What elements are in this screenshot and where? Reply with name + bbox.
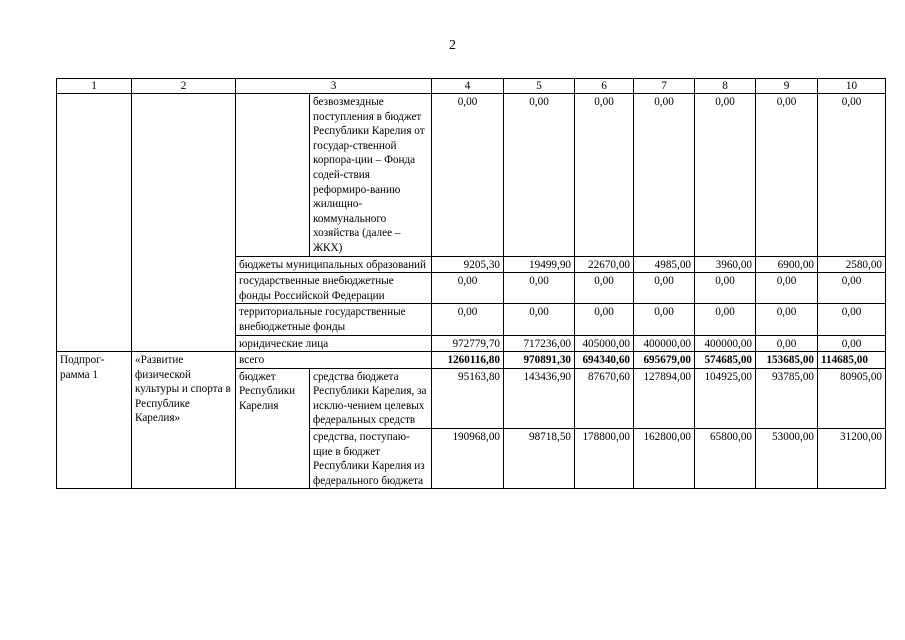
source-label: бюджеты муниципальных образований [236, 256, 432, 273]
value-cell: 0,00 [818, 304, 886, 335]
value-cell: 127894,00 [634, 368, 695, 428]
empty-cell [132, 94, 236, 352]
value-cell: 190968,00 [432, 429, 504, 489]
value-cell: 0,00 [756, 94, 818, 257]
value-cell: 6900,00 [756, 256, 818, 273]
value-cell: 0,00 [634, 94, 695, 257]
value-cell: 0,00 [634, 273, 695, 304]
value-cell: 95163,80 [432, 368, 504, 428]
value-cell: 0,00 [818, 94, 886, 257]
table-row [57, 94, 886, 257]
empty-cell [236, 94, 310, 257]
value-cell: 9205,30 [432, 256, 504, 273]
value-cell: 0,00 [575, 273, 634, 304]
header-cell: 1 [57, 79, 132, 94]
value-cell: 0,00 [756, 273, 818, 304]
page-number: 2 [449, 38, 456, 53]
value-cell: 0,00 [575, 304, 634, 335]
value-cell: 93785,00 [756, 368, 818, 428]
value-cell: 0,00 [504, 94, 575, 257]
value-cell: 717236,00 [504, 335, 575, 352]
header-cell: 8 [695, 79, 756, 94]
header-cell: 9 [756, 79, 818, 94]
header-cell: 5 [504, 79, 575, 94]
source-label: территориальные государственные внебюджетные фонды [236, 304, 432, 335]
source-label: средства бюджета Республики Карелия, за исклю-чением целевых федеральных средств [310, 368, 432, 428]
table-row [57, 352, 886, 369]
value-cell: 400000,00 [634, 335, 695, 352]
value-cell: 0,00 [756, 304, 818, 335]
value-cell: 114685,00 [818, 352, 886, 369]
value-cell: 104925,00 [695, 368, 756, 428]
value-cell: 53000,00 [756, 429, 818, 489]
value-cell: 3960,00 [695, 256, 756, 273]
value-cell: 400000,00 [695, 335, 756, 352]
value-cell: 80905,00 [818, 368, 886, 428]
budget-group-label: бюджет Республики Карелия [236, 368, 310, 489]
table-header-row [57, 79, 886, 94]
value-cell: 143436,90 [504, 368, 575, 428]
value-cell: 574685,00 [695, 352, 756, 369]
value-cell: 0,00 [695, 304, 756, 335]
value-cell: 0,00 [575, 94, 634, 257]
source-label: юридические лица [236, 335, 432, 352]
value-cell: 1260116,80 [432, 352, 504, 369]
value-cell: 0,00 [432, 94, 504, 257]
source-label: безвозмездные поступления в бюджет Республики Карелия от государ-ственной корпора-ции – Фонда содей-ствия реформиро-ванию жилищно-коммунального хозяйства (далее – ЖКХ) [310, 94, 432, 257]
value-cell: 87670,60 [575, 368, 634, 428]
source-label: всего [236, 352, 432, 369]
value-cell: 178800,00 [575, 429, 634, 489]
value-cell: 0,00 [695, 94, 756, 257]
value-cell: 19499,90 [504, 256, 575, 273]
header-cell: 6 [575, 79, 634, 94]
value-cell: 694340,60 [575, 352, 634, 369]
value-cell: 0,00 [818, 273, 886, 304]
value-cell: 0,00 [432, 273, 504, 304]
header-cell: 4 [432, 79, 504, 94]
empty-cell [57, 94, 132, 352]
value-cell: 4985,00 [634, 256, 695, 273]
value-cell: 2580,00 [818, 256, 886, 273]
source-label: государственные внебюджетные фонды Российской Федерации [236, 273, 432, 304]
source-label: средства, поступаю-щие в бюджет Республики Карелия из федерального бюджета [310, 429, 432, 489]
value-cell: 970891,30 [504, 352, 575, 369]
value-cell: 31200,00 [818, 429, 886, 489]
header-cell: 2 [132, 79, 236, 94]
value-cell: 0,00 [695, 273, 756, 304]
value-cell: 153685,00 [756, 352, 818, 369]
value-cell: 0,00 [756, 335, 818, 352]
header-cell: 3 [236, 79, 432, 94]
header-cell: 7 [634, 79, 695, 94]
value-cell: 0,00 [504, 304, 575, 335]
value-cell: 405000,00 [575, 335, 634, 352]
value-cell: 162800,00 [634, 429, 695, 489]
value-cell: 0,00 [818, 335, 886, 352]
subprogram-code: Подпрог-рамма 1 [57, 352, 132, 489]
value-cell: 0,00 [504, 273, 575, 304]
value-cell: 695679,00 [634, 352, 695, 369]
value-cell: 22670,00 [575, 256, 634, 273]
value-cell: 0,00 [432, 304, 504, 335]
value-cell: 972779,70 [432, 335, 504, 352]
subprogram-title: «Развитие физической культуры и спорта в Республике Карелия» [132, 352, 236, 489]
value-cell: 0,00 [634, 304, 695, 335]
budget-table [56, 78, 886, 489]
value-cell: 65800,00 [695, 429, 756, 489]
value-cell: 98718,50 [504, 429, 575, 489]
header-cell: 10 [818, 79, 886, 94]
